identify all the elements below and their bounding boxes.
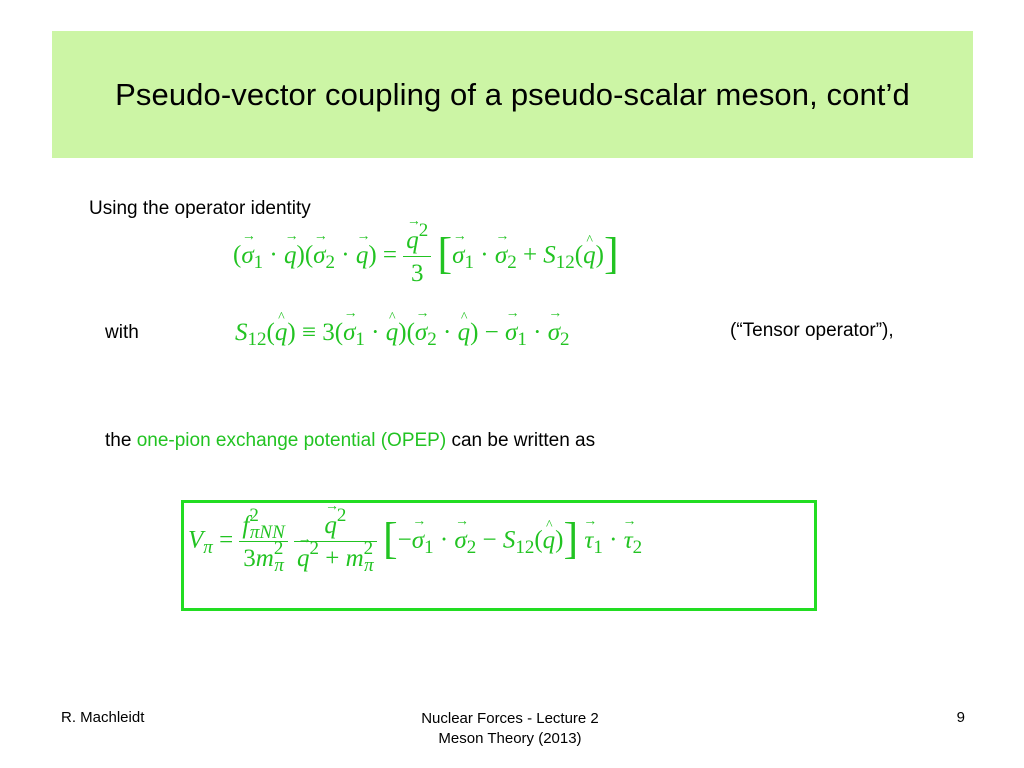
tensor-operator-equation: $S_{12}(\^{}$ $q) \equiv 3(\to \sigma_1$ · ^ $q)(\to \sigma_2$ · ^ q) − → $\sigma_1$ · → $\sigma_2$ <box>235 320 570 345</box>
opep-term: one-pion exchange potential (OPEP) <box>136 430 447 451</box>
with-label: with <box>105 322 139 343</box>
opep-formula: $V_\pi$ = $\frac{f^2_{\pi NN}}{3m^2_\pi}$ → $q^2$ → $q^2 + m^2_\pi$ [−→ $\sigma_1$ · → $\sigma_2$ − $S_{12}(\^{}$ $q)] \to \tau_1$ · → $\tau_2$ <box>188 513 642 571</box>
opep-suffix: can be written as <box>451 430 596 451</box>
footer-course <box>330 709 690 749</box>
footer-course-line2: Meson Theory (2013) <box>438 730 582 747</box>
title-band <box>52 31 973 158</box>
footer-course-line1: Nuclear Forces - Lecture 2 <box>421 710 599 727</box>
slide-title: Pseudo-vector coupling of a pseudo-scalar meson, cont’d <box>115 76 910 112</box>
footer-author: R. Machleidt <box>61 709 145 726</box>
opep-sentence <box>105 430 595 452</box>
tensor-operator-note: (“Tensor operator”), <box>730 320 894 341</box>
opep-prefix: the <box>105 430 132 451</box>
intro-text: Using the operator identity <box>89 198 311 219</box>
footer-page-number: 9 <box>956 709 965 726</box>
operator-identity-equation: (→ $\sigma_1$ · → $q)(\to \sigma_2$ · → q) = → $\frac{q^2}{3}$ [→ $\sigma_1$ · → $\sigma_2$ + $S_{12}(\^{}$ q)] <box>233 228 619 286</box>
